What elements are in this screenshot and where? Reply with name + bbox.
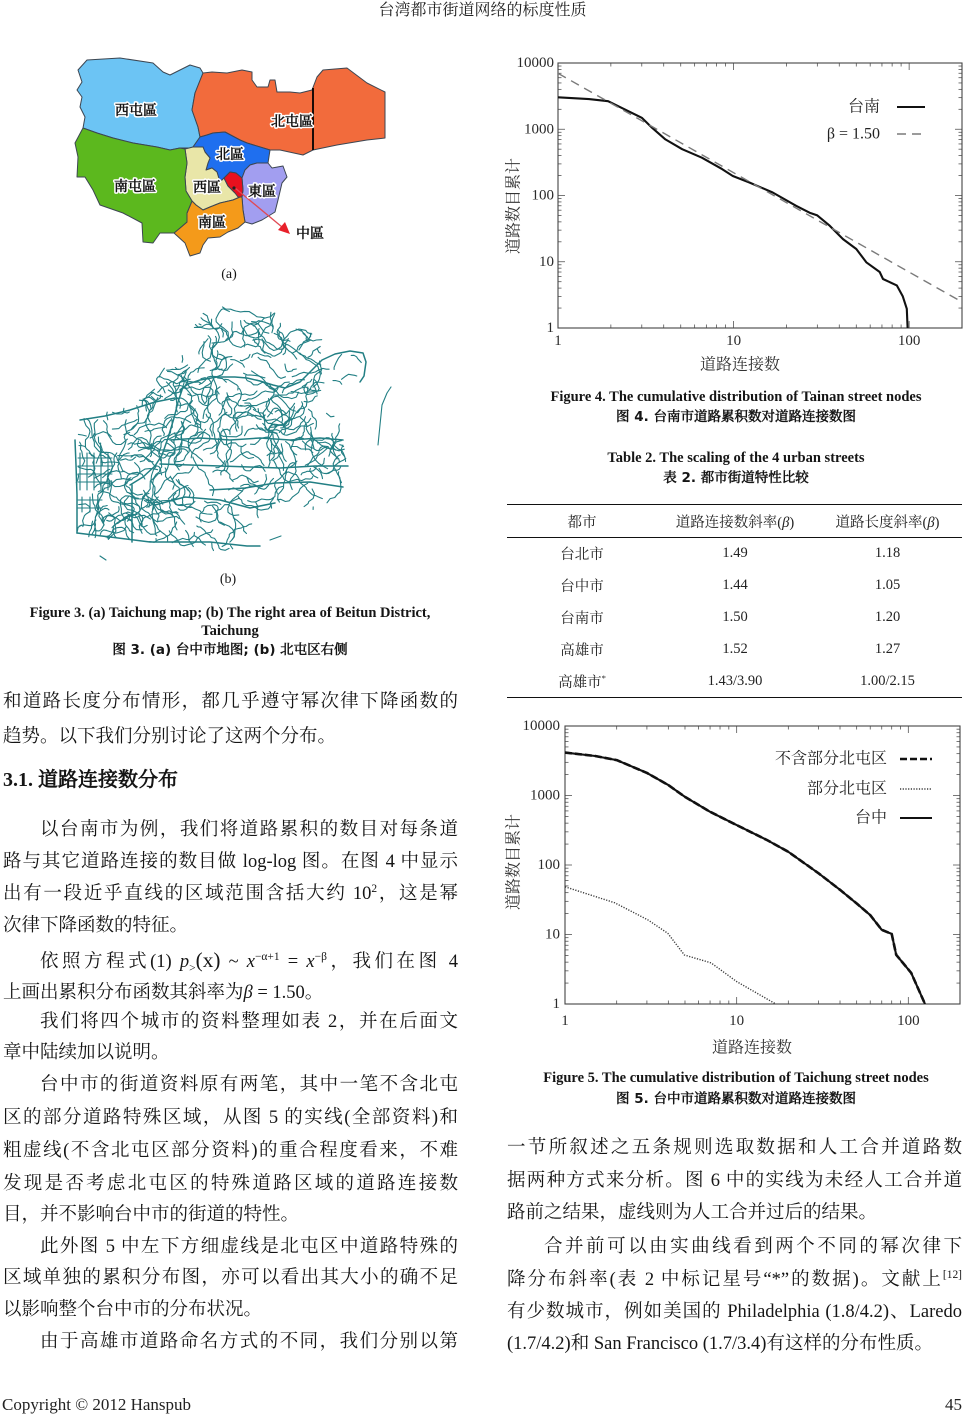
minor-road [79, 504, 91, 527]
minor-road [292, 368, 329, 376]
minor-road [107, 538, 109, 539]
body-line: 合并前可以由实曲线看到两个不同的幂次律下 [507, 1231, 962, 1263]
eq-exponent: −α+1 [255, 951, 280, 963]
minor-road [297, 387, 308, 412]
minor-road [225, 379, 239, 390]
legend-label-tainan: 台南 [848, 98, 880, 116]
equation-outro: ，我们在图 4 [327, 952, 458, 972]
minor-road [123, 408, 124, 411]
minor-road [84, 419, 90, 448]
y-tick-label: 1000 [524, 121, 554, 137]
minor-road [100, 443, 110, 458]
plot-frame [558, 63, 962, 328]
cell-length-slope: 1.00/2.15 [813, 665, 962, 697]
minor-road [333, 381, 342, 385]
table2-caption-en: Table 2. The scaling of the 4 urban streets [507, 449, 965, 468]
y-tick-label: 100 [532, 188, 555, 204]
district-label-beitun: 北屯區 [271, 113, 313, 130]
cell-city: 台中市 [507, 570, 657, 602]
body-line: 台中市的街道资料原有两笔，其中一笔不含北屯 [3, 1069, 458, 1101]
superscript: 2 [371, 883, 377, 895]
minor-road [334, 354, 342, 369]
asterisk-mark: * [602, 673, 606, 683]
table-row [507, 665, 962, 697]
body-line: 路前之结果，虚线则为人工合并过后的结果。 [507, 1197, 962, 1229]
body-line: 有少数城市，例如美国的 Philadelphia (1.8/4.2)、Laredo [507, 1296, 962, 1328]
y-axis-label: 道路数目累计 [505, 158, 523, 254]
minor-road [159, 368, 164, 376]
y-tick-label: 1 [553, 996, 561, 1012]
y-tick-label: 10000 [517, 55, 555, 71]
cell-city: 高雄市 [507, 633, 657, 665]
eq-equals: = [288, 952, 298, 972]
y-tick-label: 1000 [530, 788, 560, 804]
minor-road [121, 457, 136, 460]
minor-road [150, 522, 177, 542]
table-row [507, 633, 962, 665]
beitun-road-network-map [60, 290, 400, 570]
figure3-caption-zh: 图 3. (a) 台中市地图; (b) 北屯区右侧 [0, 641, 460, 660]
body-line: 由于高雄市道路命名方式的不同，我们分别以第 [3, 1326, 458, 1358]
figure3-caption-en: Figure 3. (a) Taichung map; (b) The right area of Beitun District, [0, 604, 460, 623]
isolated-road [378, 387, 391, 445]
column-header-length-slope [813, 505, 962, 538]
citation-ref: [12] [943, 1269, 962, 1281]
minor-road [199, 324, 201, 325]
beta-symbol: β [782, 515, 789, 531]
body-line: 章中陆续加以说明。 [3, 1037, 458, 1069]
body-line: 一节所叙述之五条规则选取数据和人工合并道路数 [507, 1132, 962, 1164]
body-line: 趋势。以下我们分别讨论了这两个分布。 [3, 721, 458, 753]
cell-city: 台南市 [507, 602, 657, 634]
body-line: 此外图 5 中左下方细虚线是北屯区中道路特殊的 [3, 1231, 458, 1263]
x-tick-label: 1 [561, 1013, 569, 1029]
page-number: 45 [945, 1393, 962, 1417]
minor-road [205, 501, 221, 504]
x-tick-label: 10 [729, 1013, 744, 1029]
body-line: 粗虚线(不含北屯区部分资料)的重合程度看来，不难 [3, 1135, 458, 1167]
figure5-caption-zh: 图 5. 台中市道路累积数对道路连接数图 [507, 1090, 965, 1109]
body-text: 出有一段近乎直线的区域范围含括大约 10 [3, 884, 371, 904]
eq-argument: (x) [196, 948, 221, 972]
column-header-node-slope [657, 505, 813, 538]
body-line: 以台南市为例，我们将道路累积的数目对每条道 [3, 814, 458, 846]
axis-ticks [558, 63, 962, 328]
legend-label-excluding-beitun: 不含部分北屯区 [775, 750, 887, 768]
cell-length-slope: 1.20 [813, 602, 962, 634]
x-axis-label: 道路连接数 [712, 1039, 792, 1057]
legend-label-beta-fit: β = 1.50 [827, 126, 880, 143]
body-line: 区域单独的累积分布图，亦可以看出其大小的确不足 [3, 1262, 458, 1294]
figure5-chart [500, 712, 965, 1062]
table-2 [507, 504, 962, 698]
body-text: ，这是幂 [377, 884, 458, 904]
district-label-xitun: 西屯區 [115, 102, 157, 119]
isolated-road [270, 536, 281, 540]
minor-road [198, 336, 212, 373]
equation [180, 952, 327, 972]
body-line: 区的部分道路特殊区域，从图 5 的实线(全部资料)和 [3, 1102, 458, 1134]
eq-exponent: −β [315, 951, 327, 963]
central-district-dot [232, 186, 235, 189]
cell-node-slope: 1.43/3.90 [657, 665, 813, 697]
cell-node-slope: 1.49 [657, 538, 813, 570]
minor-road [244, 373, 265, 378]
minor-road [215, 505, 236, 540]
x-axis-label: 道路连接数 [700, 356, 780, 374]
body-line: 目，并不影响台中市的街道的特性。 [3, 1199, 458, 1231]
body-line: 发现是否考虑北屯区的特殊道路区域的道路连接数 [3, 1168, 458, 1200]
x-tick-label: 10 [726, 333, 741, 349]
minor-road [272, 313, 275, 333]
minor-road [212, 336, 232, 359]
body-text: 降分布斜率(表 2 中标记星号“*”的数据)。文献上 [507, 1270, 943, 1290]
eq-symbol-p: p [180, 952, 189, 972]
minor-road [308, 409, 316, 429]
minor-road [175, 365, 187, 369]
minor-road [213, 470, 233, 482]
eq-symbol-x: x [247, 952, 255, 972]
minor-road [78, 434, 86, 436]
section-heading: 3.1. 道路连接数分布 [3, 764, 458, 796]
header-text: 道路长度斜率( [836, 515, 928, 531]
road-network [75, 307, 391, 560]
minor-road [178, 375, 184, 393]
minor-road [244, 313, 274, 325]
x-tick-label: 1 [554, 333, 562, 349]
body-line: 路与其它道路连接的数目做 log-log 图。在图 4 中显示 [3, 846, 458, 878]
cell-city [507, 665, 657, 697]
body-line: 次律下降函数的特征。 [3, 910, 458, 942]
minor-road [222, 524, 252, 547]
minor-road [212, 542, 214, 550]
minor-road [302, 379, 312, 386]
table2-caption-zh: 表 2. 都市街道特性比较 [507, 469, 965, 488]
main-road [80, 398, 175, 420]
minor-road [100, 530, 106, 535]
cell-city: 台北市 [507, 538, 657, 570]
eq-sim: ~ [229, 952, 239, 972]
header-text: 都市 [568, 515, 597, 531]
main-road [75, 440, 77, 533]
isolated-road [100, 556, 106, 560]
pointer-arrow-head-icon [278, 222, 290, 234]
district-label-north: 北區 [216, 146, 244, 163]
minor-road [231, 546, 233, 549]
equation-intro: 依照方程式(1) [40, 952, 172, 972]
minor-road [230, 452, 264, 466]
series-group [558, 73, 962, 328]
minor-road [342, 374, 357, 379]
district-label-central: 中區 [296, 225, 324, 242]
minor-road [167, 369, 179, 370]
minor-road [94, 508, 109, 537]
table-row [507, 602, 962, 634]
eq-symbol-x: x [306, 952, 314, 972]
minor-road [285, 364, 297, 372]
minor-road [351, 355, 361, 362]
cell-length-slope: 1.27 [813, 633, 962, 665]
figure4-caption-en: Figure 4. The cumulative distribution of Tainan street nodes [507, 388, 965, 407]
y-tick-label: 10 [539, 254, 554, 270]
figure4-caption-zh: 图 4. 台南市道路累积数对道路连接数图 [507, 408, 965, 427]
minor-road [277, 483, 307, 501]
y-axis-label: 道路数目累计 [505, 814, 523, 910]
equation-line [3, 944, 458, 976]
district-label-nantun: 南屯區 [114, 178, 156, 195]
body-line [3, 878, 458, 910]
figure5-caption-en: Figure 5. The cumulative distribution of Taichung street nodes [507, 1069, 965, 1088]
x-tick-label: 100 [897, 1013, 920, 1029]
body-line [507, 1264, 962, 1296]
body-text: 上画出累积分布函数其斜率为 [3, 983, 244, 1003]
city-name: 高雄市 [558, 675, 602, 691]
minor-road [182, 356, 183, 363]
y-tick-label: 100 [538, 857, 561, 873]
beta-symbol: β [244, 983, 253, 1003]
body-text: = 1.50。 [253, 983, 324, 1003]
minor-road [172, 467, 193, 480]
y-tick-label: 10000 [523, 718, 561, 734]
minor-road [255, 474, 267, 494]
beta-symbol: β [927, 515, 934, 531]
minor-road [233, 475, 258, 483]
cell-node-slope: 1.52 [657, 633, 813, 665]
figure3a-label: (a) [0, 266, 458, 284]
minor-road [195, 324, 211, 327]
cell-length-slope: 1.05 [813, 570, 962, 602]
column-header-city [507, 505, 657, 538]
header-text: ) [789, 515, 794, 531]
body-line: 和道路长度分布情形，都几乎遵守幂次律下降函数的 [3, 686, 458, 718]
header-text: ) [935, 515, 940, 531]
minor-road [258, 357, 285, 378]
minor-road [124, 497, 143, 526]
legend-label-taichung: 台中 [855, 809, 887, 827]
minor-road [215, 387, 220, 404]
body-line: 以影响整个台中市的分布状况。 [3, 1294, 458, 1326]
figure3b-label: (b) [0, 571, 456, 589]
minor-road [240, 354, 250, 360]
body-line: (1.7/4.2)和 San Francisco (1.7/3.4)有这样的分布性质。 [507, 1328, 962, 1360]
x-tick-label: 100 [898, 333, 921, 349]
eq-subscript: > [189, 963, 195, 975]
figure3-caption-en-cont: Taichung [0, 622, 460, 641]
minor-road [223, 307, 265, 318]
series-line-partial-beitun [565, 887, 776, 1004]
figure4-chart [500, 50, 965, 380]
table-row [507, 538, 962, 570]
minor-road [93, 434, 120, 464]
cell-length-slope: 1.18 [813, 538, 962, 570]
minor-road [317, 349, 320, 353]
header-text: 道路连接数斜率( [676, 515, 782, 531]
y-tick-label: 1 [547, 320, 555, 336]
body-line: 我们将四个城市的资料整理如表 2，并在后面文 [3, 1006, 458, 1038]
copyright-notice: Copyright © 2012 Hanspub [2, 1393, 191, 1417]
table-header-row [507, 505, 962, 538]
cell-node-slope: 1.44 [657, 570, 813, 602]
cell-node-slope: 1.50 [657, 602, 813, 634]
taichung-district-map [60, 40, 400, 270]
table-row [507, 570, 962, 602]
district-label-south: 南區 [198, 214, 226, 231]
minor-road [327, 413, 335, 417]
body-line [3, 977, 458, 1009]
legend-label-partial-beitun: 部分北屯区 [807, 780, 887, 798]
district-label-west: 西區 [193, 179, 221, 196]
minor-road [210, 412, 247, 436]
minor-road [176, 480, 188, 491]
minor-road [256, 502, 258, 517]
district-label-east: 東區 [248, 183, 276, 200]
body-line: 据两种方式来分析。图 6 中的实线为未经人工合并道 [507, 1165, 962, 1197]
y-tick-label: 10 [545, 927, 560, 943]
running-header: 台湾都市街道网络的标度性质 [0, 1, 965, 21]
